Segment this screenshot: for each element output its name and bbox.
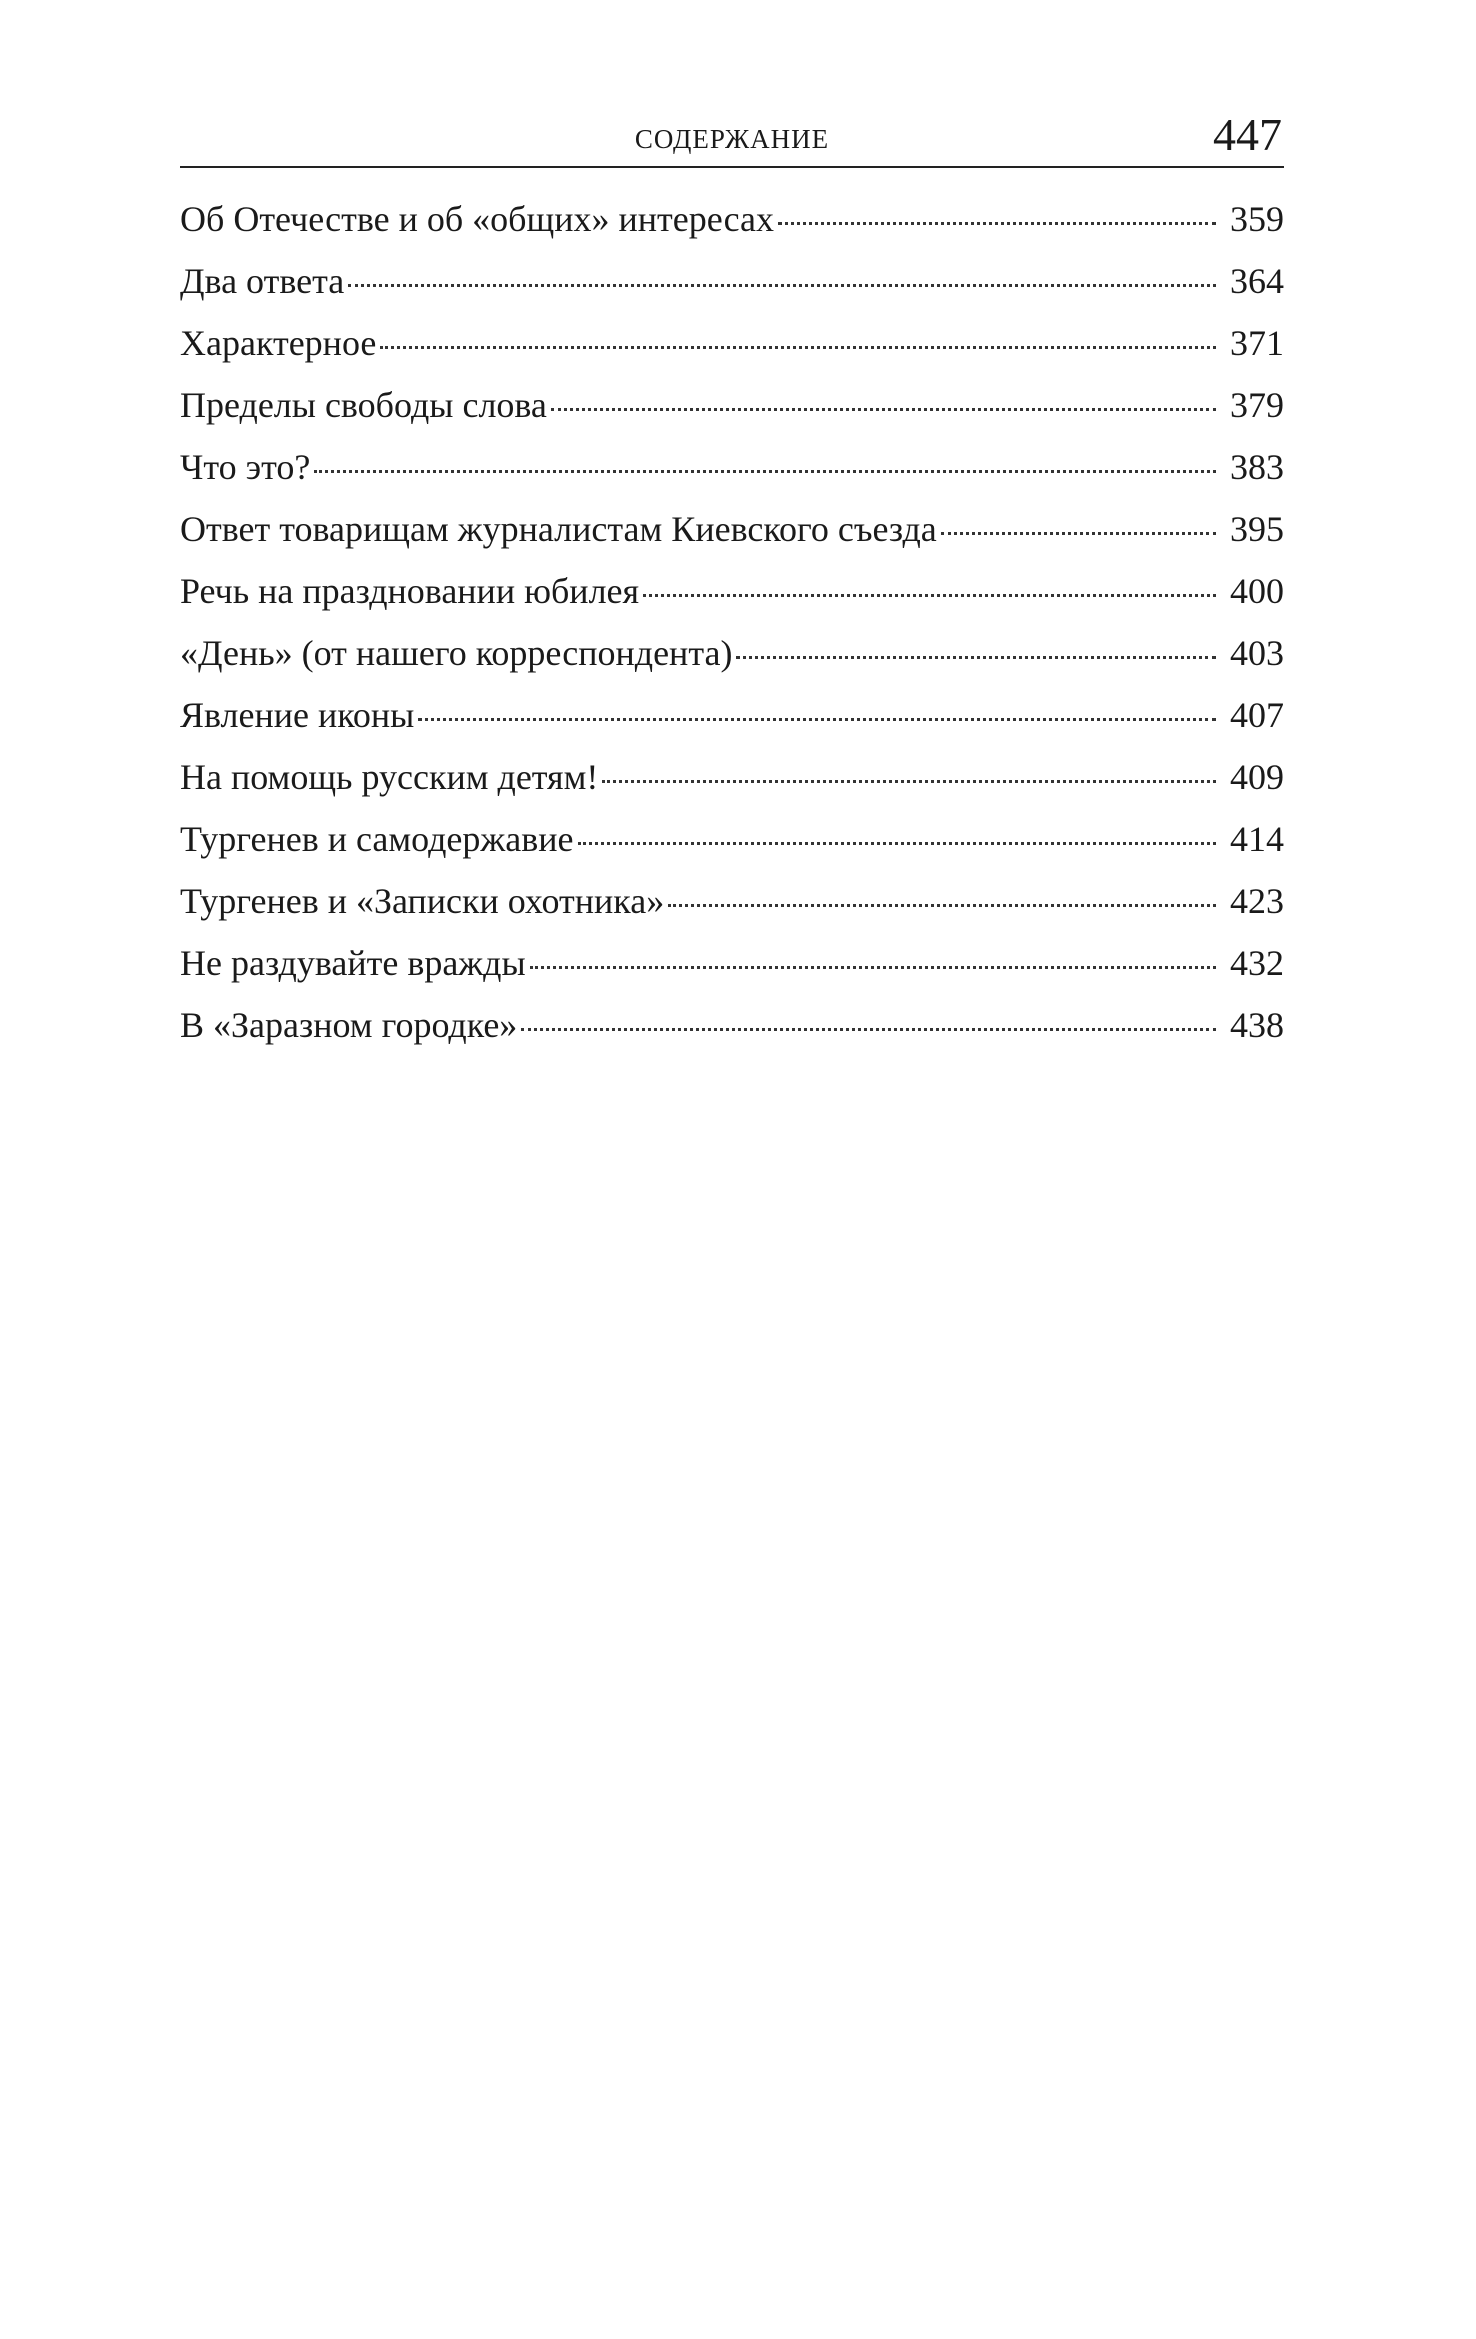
header-rule xyxy=(180,166,1284,168)
toc-entry-title: Не раздувайте вражды xyxy=(180,943,526,983)
toc-entry-page: 400 xyxy=(1230,571,1284,611)
toc-entry xyxy=(180,498,1284,560)
page-number: 447 xyxy=(1213,109,1282,160)
toc-entry xyxy=(180,250,1284,312)
dot-leader xyxy=(521,1026,1216,1031)
dot-leader xyxy=(643,592,1216,597)
toc-entry-page: 371 xyxy=(1230,323,1284,363)
dot-leader xyxy=(578,840,1216,845)
dot-leader xyxy=(602,778,1216,783)
toc-entry-title: Явление иконы xyxy=(180,695,415,735)
dot-leader xyxy=(736,654,1216,659)
dot-leader xyxy=(418,716,1216,721)
dot-leader xyxy=(314,468,1216,473)
running-head xyxy=(180,108,1284,168)
toc-entry xyxy=(180,312,1284,374)
toc-entry-page: 414 xyxy=(1230,819,1284,859)
toc-entry-page: 364 xyxy=(1230,261,1284,301)
dot-leader xyxy=(941,530,1216,535)
dot-leader xyxy=(380,344,1216,349)
toc-entry xyxy=(180,622,1284,684)
toc-entry-title: «День» (от нашего корреспондента) xyxy=(180,633,733,673)
dot-leader xyxy=(778,220,1216,225)
toc-entry-title: Характерное xyxy=(180,323,377,363)
table-of-contents xyxy=(180,188,1284,1056)
toc-entry xyxy=(180,374,1284,436)
dot-leader xyxy=(551,406,1216,411)
dot-leader xyxy=(668,902,1216,907)
toc-entry xyxy=(180,808,1284,870)
toc-entry-title: Два ответа xyxy=(180,261,345,301)
toc-entry-page: 423 xyxy=(1230,881,1284,921)
dot-leader xyxy=(530,964,1216,969)
section-title: СОДЕРЖАНИЕ xyxy=(634,124,830,154)
toc-entry xyxy=(180,560,1284,622)
toc-entry xyxy=(180,436,1284,498)
toc-entry-title: Об Отечестве и об «общих» интересах xyxy=(180,199,774,239)
toc-entry xyxy=(180,870,1284,932)
toc-entry-title: На помощь русским детям! xyxy=(180,757,599,797)
toc-entry xyxy=(180,932,1284,994)
dot-leader xyxy=(348,282,1216,287)
toc-entry-page: 409 xyxy=(1230,757,1284,797)
toc-entry-page: 359 xyxy=(1230,199,1284,239)
toc-entry-title: Пределы свободы слова xyxy=(180,385,547,425)
toc-entry xyxy=(180,188,1284,250)
toc-entry-page: 395 xyxy=(1230,509,1284,549)
toc-entry-page: 438 xyxy=(1230,1005,1284,1045)
toc-entry-title: В «Заразном городке» xyxy=(180,1005,518,1045)
toc-entry xyxy=(180,684,1284,746)
toc-entry-title: Тургенев и «Записки охотника» xyxy=(180,881,665,921)
toc-entry xyxy=(180,994,1284,1056)
toc-entry-page: 379 xyxy=(1230,385,1284,425)
toc-entry-page: 403 xyxy=(1230,633,1284,673)
toc-entry-title: Тургенев и самодержавие xyxy=(180,819,574,859)
toc-entry-title: Ответ товарищам журналистам Киевского съезда xyxy=(180,509,937,549)
toc-entry-page: 407 xyxy=(1230,695,1284,735)
toc-entry-title: Что это? xyxy=(180,447,311,487)
toc-entry-page: 383 xyxy=(1230,447,1284,487)
toc-entry-page: 432 xyxy=(1230,943,1284,983)
toc-entry xyxy=(180,746,1284,808)
toc-entry-title: Речь на праздновании юбилея xyxy=(180,571,640,611)
